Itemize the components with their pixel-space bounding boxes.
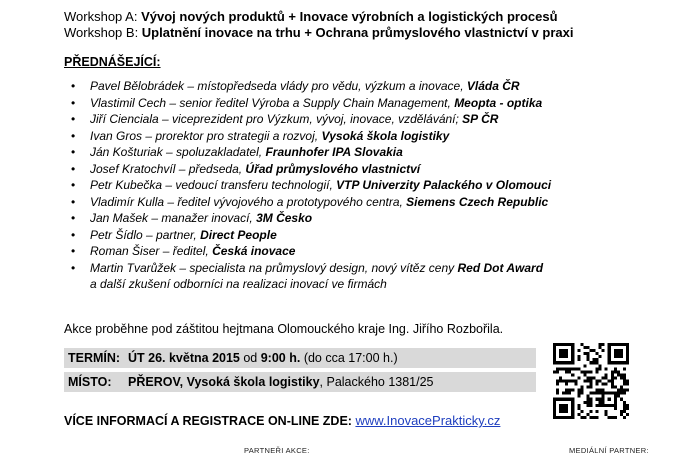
speaker-organization: Úřad průmyslového vlastnictví bbox=[245, 161, 421, 176]
speaker-text-continued: a další zkušení odborníci na realizaci inovací ve firmách bbox=[90, 277, 387, 291]
speaker-organization: Red Dot Award bbox=[457, 260, 544, 275]
partners-label: PARTNEŘI AKCE: bbox=[244, 446, 310, 455]
workshop-a bbox=[64, 9, 558, 25]
speaker-list bbox=[64, 78, 624, 293]
workshop-b-prefix: Workshop B: bbox=[64, 25, 142, 40]
speaker-item bbox=[64, 243, 624, 260]
media-partner-label: MEDIÁLNÍ PARTNER: bbox=[569, 446, 649, 455]
speaker-organization: Česká inovace bbox=[212, 244, 296, 258]
speaker-text: Petr Šídlo – partner, bbox=[90, 227, 201, 242]
speaker-text: Roman Šiser – ředitel, bbox=[90, 244, 213, 258]
speaker-item bbox=[64, 227, 624, 244]
workshop-b bbox=[64, 25, 573, 41]
speaker-text: Jiří Cienciala – viceprezident pro Výzkum, vývoj, inovace, vzdělávání; bbox=[90, 112, 463, 126]
speaker-item bbox=[64, 194, 624, 211]
place-venue: PŘEROV, Vysoká škola logistiky bbox=[128, 375, 320, 389]
speaker-organization: 3M Česko bbox=[256, 211, 313, 225]
speaker-item bbox=[64, 111, 624, 128]
workshop-a-title: Vývoj nových produktů + Inovace výrobních a logistických procesů bbox=[141, 9, 558, 24]
speaker-text: Vlastimil Cech – senior ředitel Výroba a Supply Chain Management, bbox=[90, 95, 455, 110]
speaker-text: Petr Kubečka – vedoucí transferu technologií, bbox=[90, 178, 337, 192]
speaker-organization: Direct People bbox=[200, 227, 277, 242]
speaker-item bbox=[64, 210, 624, 227]
speaker-text: Pavel Bělobrádek – místopředseda vlády pro vědu, výzkum a inovace, bbox=[90, 79, 467, 93]
event-place-row bbox=[64, 372, 536, 392]
speaker-item bbox=[64, 161, 624, 178]
speaker-text: Vladimír Kulla – ředitel vývojového a prototypového centra, bbox=[90, 194, 407, 209]
speaker-item bbox=[64, 260, 624, 293]
place-address: , Palackého 1381/25 bbox=[319, 375, 434, 389]
speaker-text: Josef Kratochvíl – předseda, bbox=[90, 161, 246, 176]
speaker-organization: Meopta - optika bbox=[454, 95, 543, 110]
speaker-organization: Siemens Czech Republic bbox=[406, 194, 549, 209]
qr-code-icon[interactable] bbox=[553, 343, 629, 419]
speaker-organization: SP ČR bbox=[462, 112, 499, 126]
speakers-heading: PŘEDNÁŠEJÍCÍ: bbox=[64, 55, 161, 69]
workshop-a-prefix: Workshop A: bbox=[64, 9, 142, 24]
place-label: MÍSTO: bbox=[68, 375, 112, 389]
speaker-item bbox=[64, 144, 624, 161]
speaker-organization: Vláda ČR bbox=[466, 79, 520, 93]
speaker-item bbox=[64, 128, 624, 145]
speaker-organization: Vysoká škola logistiky bbox=[321, 128, 450, 143]
term-mid: od bbox=[239, 351, 261, 365]
speaker-item bbox=[64, 78, 624, 95]
workshop-b-title: Uplatnění inovace na trhu + Ochrana průmyslového vlastnictví v praxi bbox=[141, 25, 574, 40]
term-label: TERMÍN: bbox=[68, 351, 121, 365]
speaker-organization: VTP Univerzity Palackého v Olomouci bbox=[336, 178, 552, 192]
speaker-text: Jan Mašek – manažer inovací, bbox=[90, 211, 257, 225]
registration-line bbox=[64, 413, 500, 428]
patronage-note: Akce proběhne pod záštitou hejtmana Olomouckého kraje Ing. Jiřího Rozbořila. bbox=[64, 322, 504, 336]
speaker-organization: Fraunhofer IPA Slovakia bbox=[265, 145, 403, 159]
event-term-row bbox=[64, 348, 536, 368]
term-date: ÚT 26. května 2015 bbox=[128, 351, 240, 365]
term-time: 9:00 h. bbox=[260, 351, 301, 365]
speaker-item bbox=[64, 95, 624, 112]
term-note: (do cca 17:00 h.) bbox=[300, 351, 398, 365]
speaker-text: Ivan Gros – prorektor pro strategii a rozvoj, bbox=[90, 128, 322, 143]
registration-link[interactable]: www.InovacePrakticky.cz bbox=[355, 413, 501, 428]
speaker-text: Martin Tvarůžek – specialista na průmyslový design, nový vítěz ceny bbox=[90, 260, 458, 275]
speaker-item bbox=[64, 177, 624, 194]
speaker-text: Ján Košturiak – spoluzakladatel, bbox=[90, 145, 266, 159]
registration-text: VÍCE INFORMACÍ A REGISTRACE ON-LINE ZDE: bbox=[64, 414, 356, 428]
